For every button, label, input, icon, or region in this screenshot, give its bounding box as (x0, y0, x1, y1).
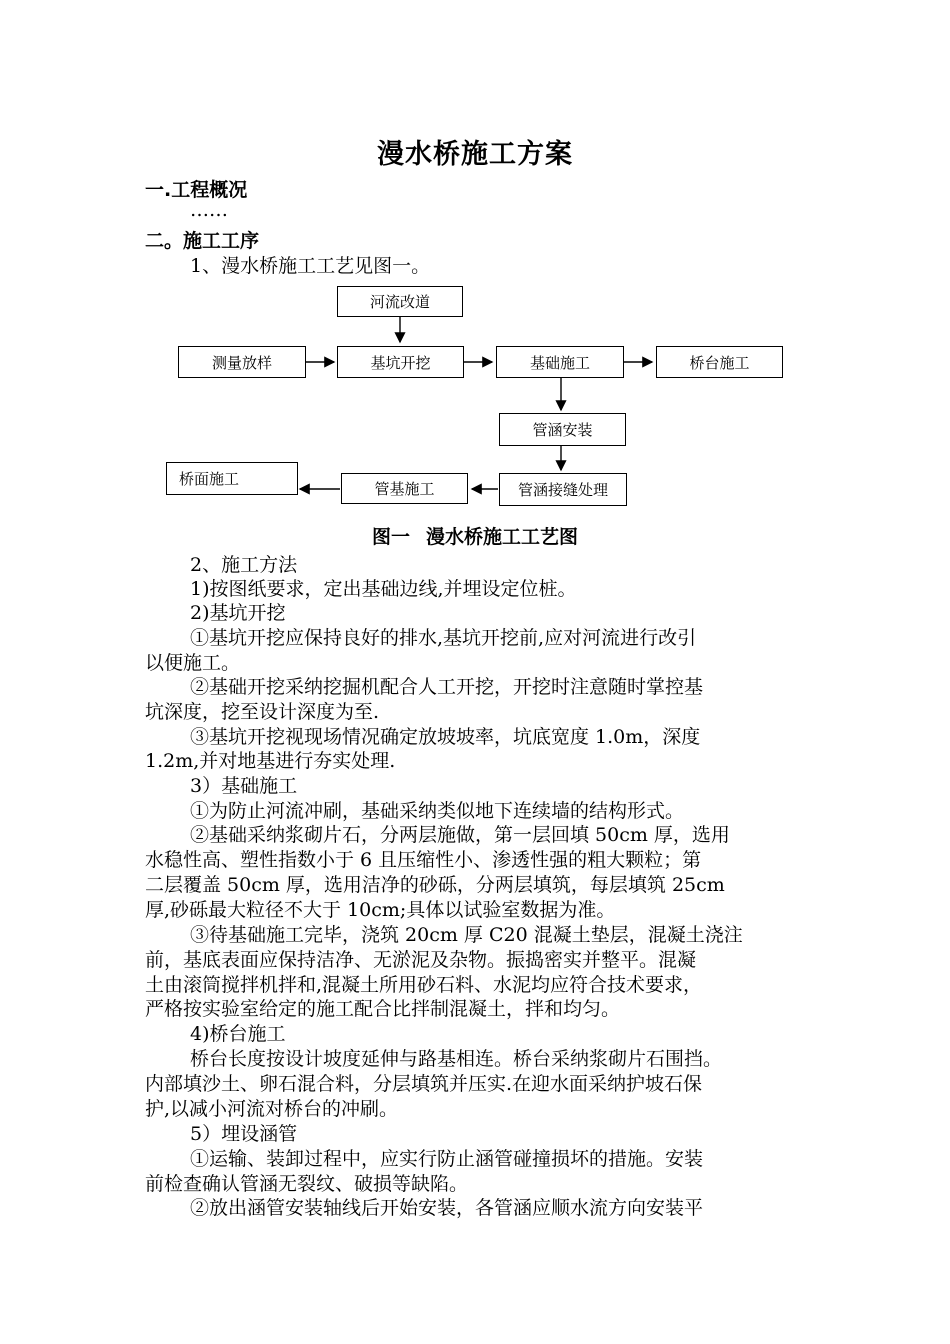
document-title: 漫水桥施工方案 (377, 139, 573, 170)
body-line: 二层覆盖 50cm 厚，选用洁净的砂砾，分两层填筑，每层填筑 25cm (145, 874, 725, 896)
figure-caption-label: 图一 (371, 526, 410, 548)
body-line: 前检查确认管涵无裂纹、破损等缺陷。 (145, 1173, 469, 1195)
body-line: 坑深度，挖至设计深度为至. (145, 701, 380, 723)
body-line: 前，基底表面应保持洁净、无淤泥及杂物。振捣密实并整平。混凝 (145, 949, 697, 971)
flow-box-pit-excavation: 基坑开挖 (337, 346, 464, 378)
body-line: ②放出涵管安装轴线后开始安装，各管涵应顺水流方向安装平 (190, 1197, 704, 1219)
figure-caption (0, 522, 950, 549)
body-line: ①基坑开挖应保持良好的排水,基坑开挖前,应对河流进行改引 (190, 627, 697, 649)
flow-box-foundation: 基础施工 (496, 346, 624, 378)
body-line: ①为防止河流冲刷，基础采纳类似地下连续墙的结构形式。 (190, 800, 685, 822)
body-line: ①运输、装卸过程中，应实行防止涵管碰撞损坏的措施。安装 (190, 1148, 704, 1170)
body-line: 2)基坑开挖 (190, 602, 286, 624)
body-line: 3）基础施工 (190, 775, 298, 797)
flow-box-joint-treatment: 管涵接缝处理 (499, 473, 627, 506)
body-line: 1.2m,并对地基进行夯实处理. (145, 750, 396, 772)
body-line: 水稳性高、塑性指数小于 6 且压缩性小、渗透性强的粗大颗粒；第 (145, 849, 702, 871)
body-line: ②基础采纳浆砌片石，分两层施做，第一层回填 50cm 厚，选用 (190, 824, 730, 846)
body-line: 4)桥台施工 (190, 1023, 286, 1045)
flow-box-abutment: 桥台施工 (656, 346, 783, 378)
section-1-heading: 一.工程概况 (145, 179, 248, 201)
flow-box-river-diversion: 河流改道 (337, 286, 463, 317)
body-line: 护,以减小河流对桥台的冲刷。 (145, 1098, 399, 1120)
body-line: ②基础开挖采纳挖掘机配合人工开挖，开挖时注意随时掌控基 (190, 676, 704, 698)
figure-caption-text: 漫水桥施工工艺图 (426, 526, 579, 548)
body-line: 土由滚筒搅拌机拌和,混凝土所用砂石料、水泥均应符合技术要求， (145, 974, 703, 996)
body-line: 1)按图纸要求，定出基础边线,并埋设定位桩。 (190, 578, 577, 600)
body-line: ③基坑开挖视现场情况确定放坡坡率，坑底宽度 1.0m，深度 (190, 726, 701, 748)
flow-box-deck: 桥面施工 (166, 462, 298, 495)
section-1-content: …… (190, 199, 228, 221)
body-line: 以便施工。 (145, 652, 241, 674)
section-2-intro: 1、漫水桥施工工艺见图一。 (190, 255, 431, 277)
body-line: 桥台长度按设计坡度延伸与路基相连。桥台采纳浆砌片石围挡。 (190, 1048, 723, 1070)
flow-box-culvert-install: 管涵安装 (499, 413, 626, 446)
flowchart-connectors (0, 0, 950, 520)
section-2-heading: 二。施工工序 (145, 230, 260, 252)
body-line: 内部填沙土、卵石混合料，分层填筑并压实.在迎水面采纳护坡石保 (145, 1073, 703, 1095)
body-line: 厚,砂砾最大粒径不大于 10cm;具体以试验室数据为准。 (145, 899, 616, 921)
body-line: 5）埋设涵管 (190, 1123, 298, 1145)
body-line: 2、施工方法 (190, 554, 298, 576)
flow-box-pipe-base: 管基施工 (341, 473, 468, 504)
flow-box-survey: 测量放样 (178, 346, 306, 378)
body-line: 严格按实验室给定的施工配合比拌制混凝土，拌和均匀。 (145, 998, 621, 1020)
body-line: ③待基础施工完毕，浇筑 20cm 厚 C20 混凝土垫层，混凝土浇注 (190, 924, 743, 946)
